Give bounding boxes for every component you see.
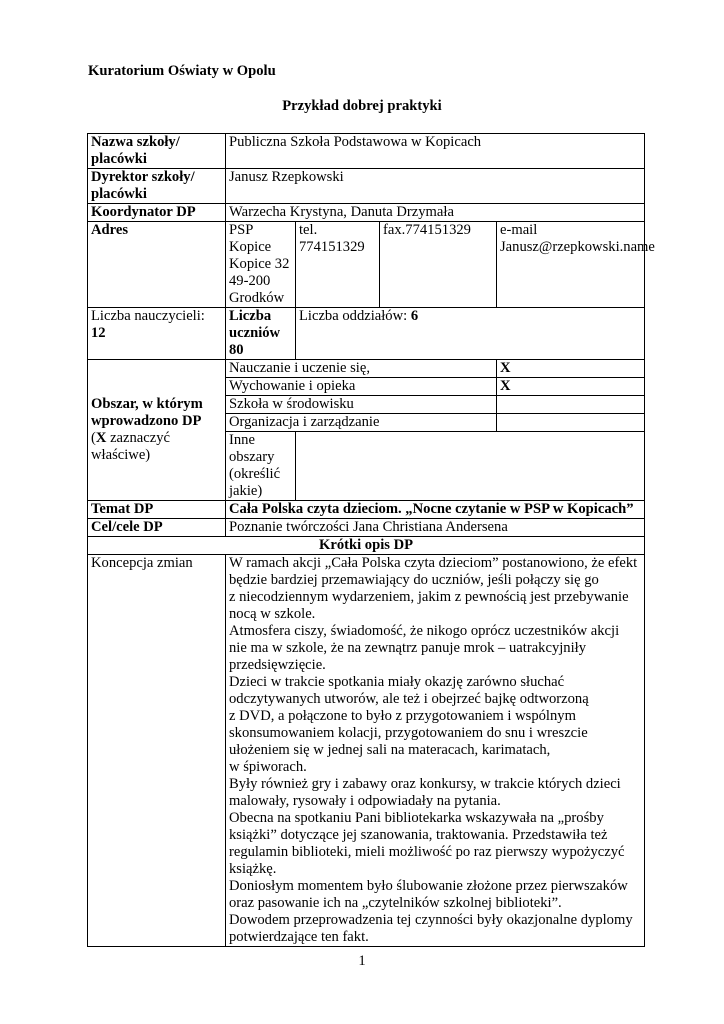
table-row (88, 360, 645, 378)
topic-label: Temat DP (88, 501, 226, 519)
concept-line: nocą w szkole. (229, 606, 316, 622)
concept-line: z DVD, a połączone to było z przygotowaniem i wspólnym (229, 708, 576, 724)
table-row (88, 204, 645, 222)
phone-cell: tel. 774151329 (296, 222, 380, 308)
practice-table (87, 133, 655, 947)
topic-value: Cała Polska czyta dzieciom. „Nocne czytanie w PSP w Kopicach” (226, 501, 645, 519)
area-item: Organizacja i zarządzanie (226, 414, 497, 432)
area-item: Wychowanie i opieka (226, 378, 497, 396)
teachers-count: Liczba nauczycieli: 12 (88, 308, 226, 360)
school-name-value: Publiczna Szkoła Podstawowa w Kopicach (226, 134, 645, 169)
concept-line: przedsięwzięcie. (229, 657, 326, 673)
concept-line: Dowodem przeprowadzenia tej czynności były okazjonalne dyplomy (229, 912, 633, 928)
concept-label: Koncepcja zmian (88, 555, 226, 947)
concept-line: będzie bardziej przemawiający do uczniów, jeśli połączy się go (229, 572, 599, 588)
goal-label: Cel/cele DP (88, 519, 226, 537)
address-label: Adres (88, 222, 226, 308)
coordinator-label: Koordynator DP (88, 204, 226, 222)
area-mark (497, 396, 645, 414)
area-label: Obszar, w którym wprowadzono DP (X zaznaczyć właściwe) (88, 360, 226, 501)
concept-line: malowały, rysowały i odpowiadały na pytania. (229, 793, 501, 809)
area-item: Nauczanie i uczenie się, (226, 360, 497, 378)
concept-line: z niecodziennym wydarzeniem, jakim z pewnością jest przebywanie (229, 589, 629, 605)
concept-line: ułożeniem się w jednej sali na materacach, karimatach, (229, 742, 551, 758)
other-area-value (296, 432, 645, 501)
concept-text (226, 555, 645, 947)
fax-cell: fax.774151329 (380, 222, 497, 308)
short-description-heading: Krótki opis DP (88, 537, 645, 555)
area-mark: X (497, 360, 645, 378)
goal-value: Poznanie twórczości Jana Christiana Andersena (226, 519, 645, 537)
school-name-label: Nazwa szkoły/ placówki (88, 134, 226, 169)
email-cell: e-mail Janusz@rzepkowski.name (497, 222, 645, 308)
concept-line: nie ma w szkole, że na zewnątrz panuje mrok – uatrakcyjniły (229, 640, 586, 656)
concept-line: Atmosfera ciszy, świadomość, że nikogo oprócz uczestników akcji (229, 623, 620, 639)
concept-line: w śpiworach. (229, 759, 307, 775)
table-row (88, 222, 645, 308)
organization-header: Kuratorium Oświaty w Opolu (88, 63, 276, 79)
concept-line: odczytywanych utworów, ale też i obejrzeć bajkę odtworzoną (229, 691, 589, 707)
page-number: 1 (358, 953, 366, 969)
concept-line: Doniosłym momentem było ślubowanie złożone przez pierwszaków (229, 878, 628, 894)
students-count: Liczba uczniów 80 (226, 308, 296, 360)
table-row (88, 134, 645, 169)
concept-line: regulamin biblioteki, mieli możliwość po raz pierwszy wypożyczyć (229, 844, 625, 860)
address-lines: PSP Kopice Kopice 32 49-200 Grodków (226, 222, 296, 308)
document-title: Przykład dobrej praktyki (282, 98, 442, 114)
area-mark (497, 414, 645, 432)
table-row (88, 519, 645, 537)
concept-line: książki” dotyczące jej szanowania, traktowania. Przedstawiła też (229, 827, 608, 843)
concept-line: potwierdzające ten fakt. (229, 929, 369, 945)
classes-count: Liczba oddziałów: 6 (296, 308, 645, 360)
concept-line: W ramach akcji „Cała Polska czyta dzieciom” postanowiono, że efekt (229, 555, 638, 571)
table-row (88, 169, 645, 204)
director-label: Dyrektor szkoły/ placówki (88, 169, 226, 204)
area-item: Szkoła w środowisku (226, 396, 497, 414)
coordinator-value: Warzecha Krystyna, Danuta Drzymała (226, 204, 645, 222)
area-mark: X (497, 378, 645, 396)
table-row (88, 537, 645, 555)
concept-line: książkę. (229, 861, 277, 877)
table-row (88, 308, 645, 360)
concept-line: Były również gry i zabawy oraz konkursy, w trakcie których dzieci (229, 776, 621, 792)
concept-line: Obecna na spotkaniu Pani bibliotekarka wskazywała na „prośby (229, 810, 604, 826)
concept-line: Dzieci w trakcie spotkania miały okazję zarówno słuchać (229, 674, 565, 690)
table-row (88, 555, 645, 947)
director-value: Janusz Rzepkowski (226, 169, 645, 204)
concept-line: skonsumowaniem kolacji, przygotowaniem do snu i wreszcie (229, 725, 588, 741)
other-area-label: Inne obszary (określić jakie) (226, 432, 296, 501)
concept-line: oraz pasowanie ich na „czytelników szkolnej biblioteki”. (229, 895, 562, 911)
table-row (88, 501, 645, 519)
